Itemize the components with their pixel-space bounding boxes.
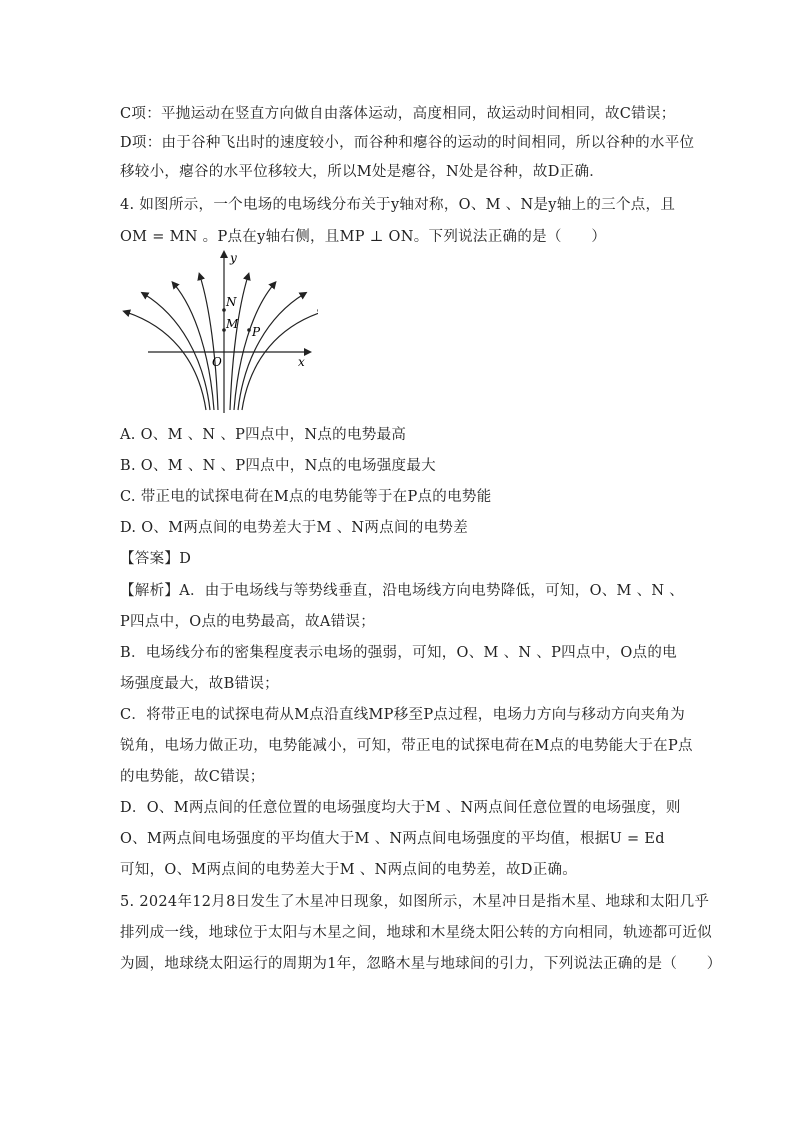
label-x: x <box>298 355 305 369</box>
q4-analysis-line: P四点中，O点的电势最高，故A错误； <box>120 614 376 630</box>
q4-option-c: C. 带正电的试探电荷在M点的电势能等于在P点的电势能 <box>120 489 492 505</box>
q5-stem-line: 排列成一线，地球位于太阳与木星之间，地球和木星绕太阳公转的方向相同，轨迹都可近似 <box>120 925 712 941</box>
label-o: O <box>212 355 222 369</box>
prev-option-c-explanation: C项：平抛运动在竖直方向做自由落体运动，高度相同，故运动时间相同，故C错误； <box>120 106 676 122</box>
q4-stem-line1: 4. 如图所示，一个电场的电场线分布关于y轴对称，O、M 、N是y轴上的三个点，且 <box>120 197 676 213</box>
point-p <box>247 328 251 332</box>
q5-stem-line: 5. 2024年12月8日发生了木星冲日现象，如图所示，木星冲日是指木星、地球和太阳几乎 <box>120 894 710 910</box>
label-m: M <box>226 317 239 331</box>
q4-option-b: B. O、M 、N 、P四点中，N点的电场强度最大 <box>120 458 436 474</box>
q4-analysis-line: 【解析】A．由于电场线与等势线垂直，沿电场线方向电势降低，可知，O、M 、N 、 <box>120 583 685 599</box>
q4-analysis-line: C．将带正电的试探电荷从M点沿直线MP移至P点过程，电场力方向与移动方向夹角为 <box>120 707 685 723</box>
label-y: y <box>230 251 237 265</box>
electric-field-diagram <box>118 248 318 414</box>
field-line-right-3 <box>234 284 274 410</box>
prev-option-d-explanation-line1: D项：由于谷种飞出时的速度较小，而谷种和瘪谷的运动的时间相同，所以谷种的水平位 <box>120 135 695 151</box>
q4-analysis-line: 锐角，电场力做正功，电势能减小，可知，带正电的试探电荷在M点的电势能大于在P点 <box>120 738 693 754</box>
q4-analysis-line: 可知，O、M两点间的电势差大于M 、N两点间的电势差，故D正确。 <box>120 862 578 878</box>
field-line-left-3 <box>174 284 214 410</box>
q4-option-a: A. O、M 、N 、P四点中，N点的电势最高 <box>120 427 407 443</box>
q4-analysis-line: D．O、M两点间的任意位置的电场强度均大于M 、N两点间任意位置的电场强度，则 <box>120 800 681 816</box>
q4-analysis-line: 的电势能，故C错误； <box>120 769 265 785</box>
q5-stem-line: 为圆，地球绕太阳运行的周期为1年，忽略木星与地球间的引力，下列说法正确的是（ ） <box>120 956 722 972</box>
q4-analysis-line: B．电场线分布的密集程度表示电场的强弱，可知，O、M 、N 、P四点中，O点的电 <box>120 645 677 661</box>
field-line-left-1 <box>126 312 206 410</box>
q4-stem-line2: OM = MN 。P点在y轴右侧，且MP ⊥ ON。下列说法正确的是（ ） <box>120 229 607 245</box>
label-p: P <box>252 325 261 339</box>
q4-analysis-line: O、M两点间电场强度的平均值大于M 、N两点间电场强度的平均值，根据U = Ed <box>120 831 665 847</box>
label-n: N <box>226 295 237 309</box>
q4-answer: 【答案】D <box>120 551 192 567</box>
q4-analysis-line: 场强度最大，故B错误； <box>120 676 279 692</box>
q4-option-d: D. O、M两点间的电势差大于M 、N两点间的电势差 <box>120 520 469 536</box>
prev-option-d-explanation-line2: 移较小，瘪谷的水平位移较大，所以M处是瘪谷，N处是谷种，故D正确． <box>120 164 605 180</box>
